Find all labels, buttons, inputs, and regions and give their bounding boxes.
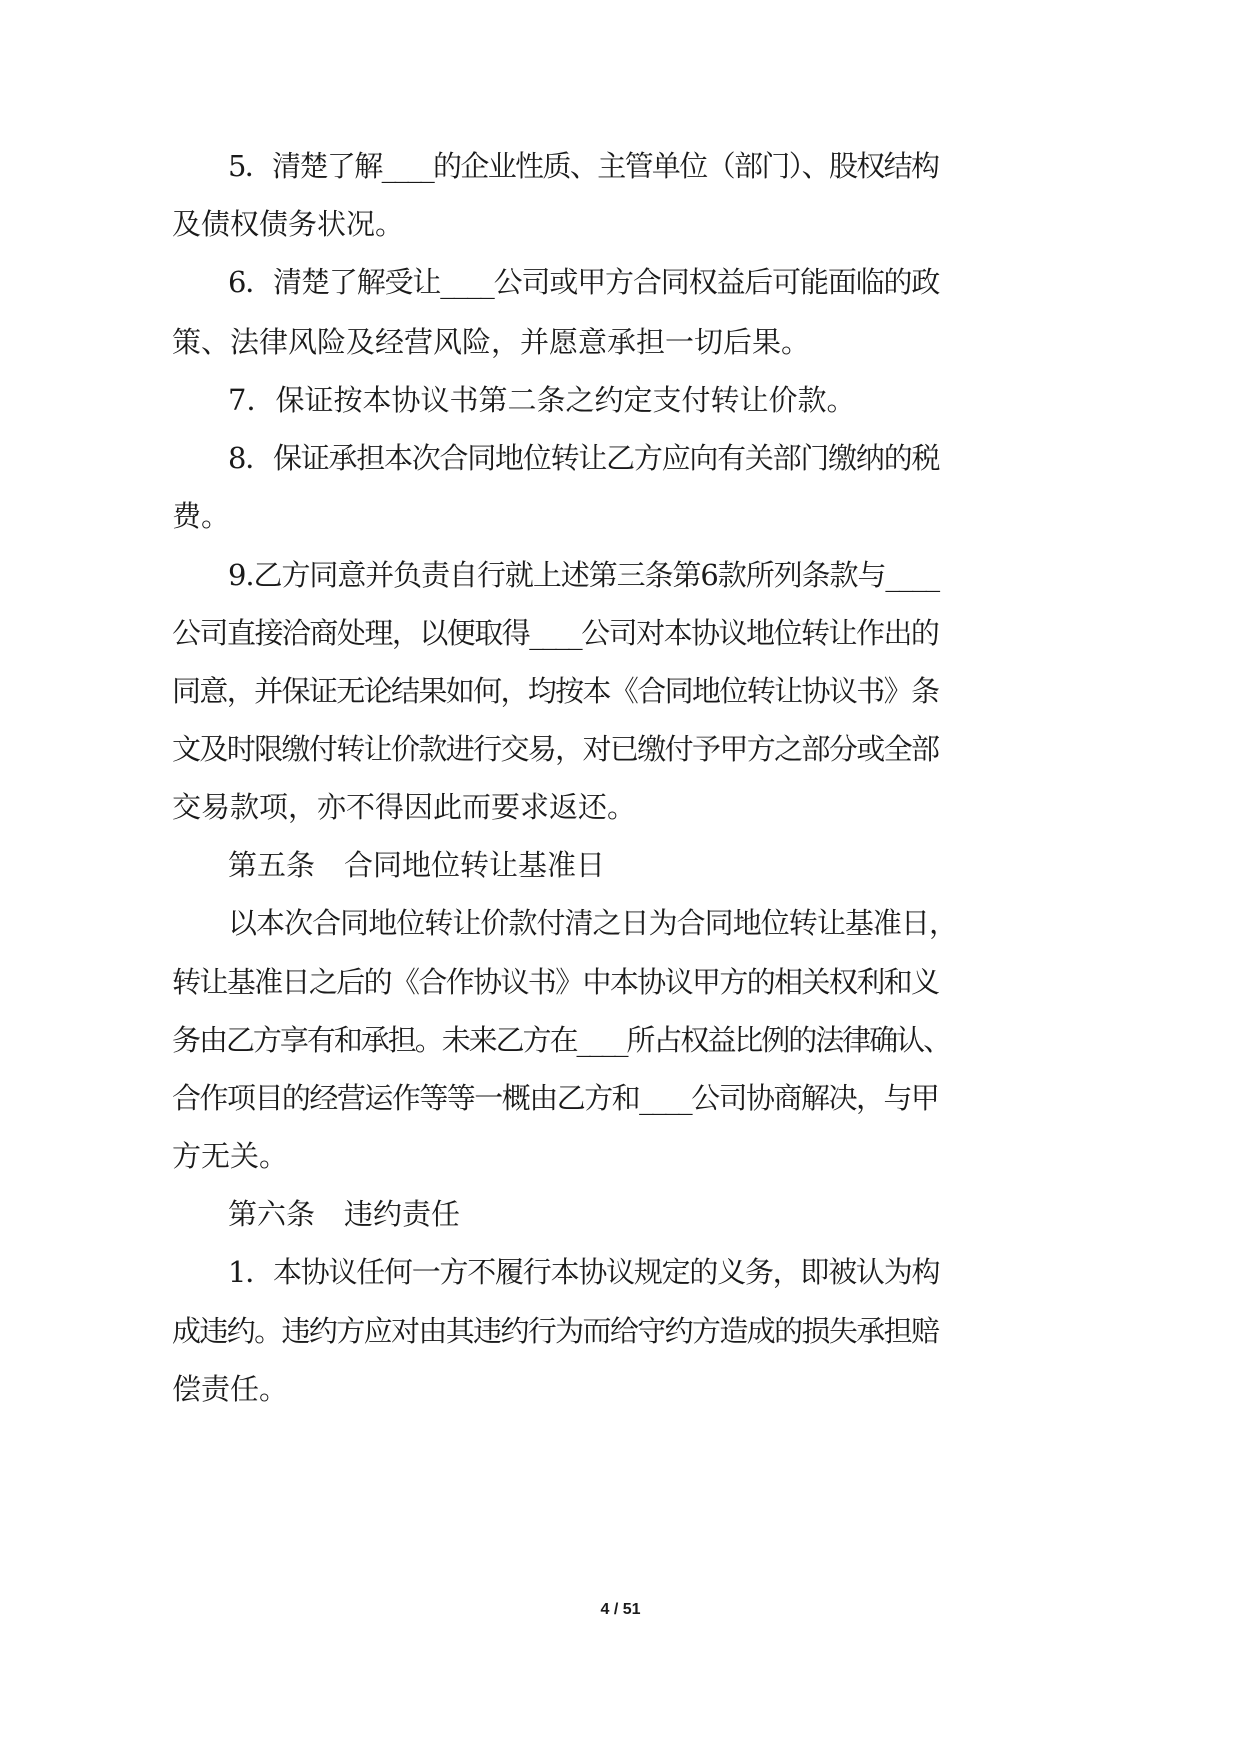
clause-7-line-1: 7．保证按本协议书第二条之约定支付转让价款。	[228, 383, 856, 417]
clause-8-line-1: 8．保证承担本次合同地位转让乙方应向有关部门缴纳的税	[228, 441, 940, 475]
article-5-line-5: 方无关。	[172, 1139, 289, 1173]
clause-6-line-1: 6．清楚了解受让____公司或甲方合同权益后可能面临的政	[228, 265, 940, 299]
clause-9-line-2: 公司直接洽商处理，以便取得____公司对本协议地位转让作出的	[172, 616, 939, 650]
article-5-line-3: 务由乙方享有和承担。未来乙方在____所占权益比例的法律确认、	[172, 1023, 951, 1057]
clause-8-line-2: 费。	[172, 499, 231, 533]
article-5-line-2: 转让基准日之后的《合作协议书》中本协议甲方的相关权利和义	[172, 965, 939, 999]
article-6-clause-1-line-3: 偿责任。	[172, 1372, 289, 1406]
clause-9-line-3: 同意，并保证无论结果如何，均按本《合同地位转让协议书》条	[172, 674, 939, 708]
article-6-clause-1-line-2: 成违约。违约方应对由其违约行为而给守约方造成的损失承担赔	[172, 1314, 939, 1348]
article-6-clause-1-line-1: 1．本协议任何一方不履行本协议规定的义务，即被认为构	[228, 1255, 940, 1289]
clause-5-line-2: 及债权债务状况。	[172, 207, 405, 241]
article-6-heading: 第六条 违约责任	[228, 1197, 461, 1231]
article-5-line-4: 合作项目的经营运作等等一概由乙方和____公司协商解决，与甲	[172, 1081, 939, 1115]
clause-9-line-1: 9.乙方同意并负责自行就上述第三条第6款所列条款与____	[228, 558, 940, 592]
page-number: 4 / 51	[600, 1601, 641, 1618]
clause-6-line-2: 策、法律风险及经营风险，并愿意承担一切后果。	[172, 325, 811, 359]
clause-9-line-5: 交易款项，亦不得因此而要求返还。	[172, 790, 637, 824]
clause-5-line-1: 5．清楚了解____的企业性质、主管单位（部门）、股权结构	[228, 149, 939, 183]
article-5-line-1: 以本次合同地位转让价款付清之日为合同地位转让基准日，	[228, 906, 958, 940]
article-5-heading: 第五条 合同地位转让基准日	[228, 848, 606, 882]
clause-9-line-4: 文及时限缴付转让价款进行交易，对已缴付予甲方之部分或全部	[172, 732, 939, 766]
